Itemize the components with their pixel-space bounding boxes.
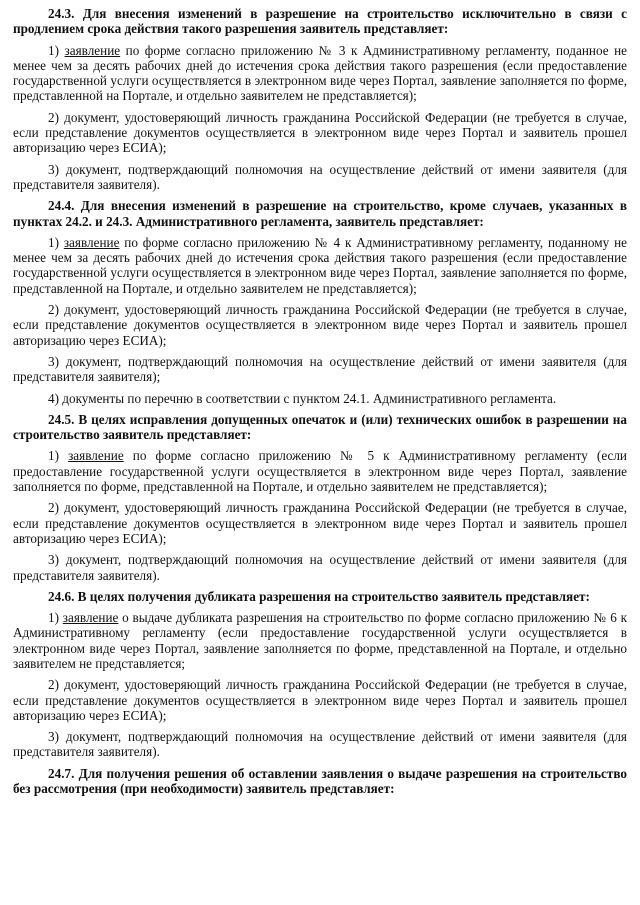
application-form-link[interactable]: заявление xyxy=(63,234,120,250)
item-text: 2) документ, удостоверяющий личность гражданина Российской Федерации (не требуется в случае, если представление документов осуществляется в электронном виде через Портал и заявитель прошел авторизацию через ЕСИА); xyxy=(13,500,627,546)
item-text: 4) документы по перечню в соответствии с пунктом 24.1. Административного регламента. xyxy=(48,390,557,406)
item-text: 3) документ, подтверждающий полномочия на осуществление действий от имени заявителя (для представителя заявителя); xyxy=(13,353,627,385)
list-item xyxy=(13,729,627,760)
list-item xyxy=(13,110,627,156)
item-text: о выдаче дубликата разрешения на строительство по форме согласно приложению № 6 к Административному регламенту (если предоставление государственной услуги осуществляется в электронном виде через Портал, заявление заполняется по форме, представленной на Портале, и отдельно заявителем не представляется; xyxy=(13,610,627,671)
sections-container xyxy=(13,6,627,796)
section xyxy=(13,766,627,797)
list-item xyxy=(13,235,627,296)
item-text: по форме согласно приложению № 5 к Административному регламенту (если предоставление государственной услуги осуществляется в электронном виде через Портал, заявление заполняется по форме, представленной на Портале, и отдельно заявителем не представляется); xyxy=(13,448,627,495)
item-text: 3) документ, подтверждающий полномочия на осуществление действий от имени заявителя (для представителя заявителя). xyxy=(13,161,627,192)
list-item xyxy=(13,610,627,671)
list-item xyxy=(13,43,627,104)
section-heading: 24.5. В целях исправления допущенных опечаток и (или) технических ошибок в разрешении на строительство заявитель представляет: xyxy=(13,411,627,443)
list-item xyxy=(13,354,627,385)
application-form-link[interactable]: заявление xyxy=(68,448,124,464)
item-number: 1) xyxy=(48,42,65,58)
section-heading: 24.6. В целях получения дубликата разрешения на строительство заявитель представляет: xyxy=(48,588,590,604)
section xyxy=(13,412,627,583)
item-text: по форме согласно приложению № 3 к Административному регламенту, поданное не менее чем за десять рабочих дней до истечения срока действия такого разрешения (если предоставление государственной услуги осуществляется в электронном виде через Портал, заявление заполняется по форме, представленной на Портале, и отдельно заявителем не представляется); xyxy=(13,42,627,104)
list-item xyxy=(13,391,627,406)
item-number: 1) xyxy=(48,448,69,464)
list-item xyxy=(13,552,627,583)
section xyxy=(13,589,627,760)
application-form-link[interactable]: заявление xyxy=(62,610,119,626)
section-heading: 24.4. Для внесения изменений в разрешение на строительство, кроме случаев, указанных в пунктах 24.2. и 24.3. Административного регламента, заявитель представляет: xyxy=(13,198,627,229)
section-heading: 24.7. Для получения решения об оставлении заявления о выдаче разрешения на строительство без рассмотрения (при необходимости) заявитель представляет: xyxy=(13,765,627,797)
list-item xyxy=(13,677,627,723)
item-number: 1) xyxy=(48,234,64,250)
list-item xyxy=(13,302,627,348)
section-heading: 24.3. Для внесения изменений в разрешение на строительство исключительно в связи с продлением срока действия такого разрешения заявитель представляет: xyxy=(13,6,627,37)
section xyxy=(13,198,627,406)
item-text: 2) документ, удостоверяющий личность гражданина Российской Федерации (не требуется в случае, если представление документов осуществляется в электронном виде через Портал и заявитель прошел авторизацию через ЕСИА); xyxy=(13,302,627,348)
section xyxy=(13,6,627,192)
list-item xyxy=(13,162,627,193)
item-text: 2) документ, удостоверяющий личность гражданина Российской Федерации (не требуется в случае, если представление документов осуществляется в электронном виде через Портал и заявитель прошел авторизацию через ЕСИА); xyxy=(13,109,627,156)
item-text: по форме согласно приложению № 4 к Административному регламенту, поданному не менее чем за десять рабочих дней до истечения срока действия такого разрешения (если предоставление государственной услуги осуществляется в электронном виде через Портал, заявление заполняется по форме, представленной на Портале, и отдельно заявителем не представляется); xyxy=(13,234,627,296)
item-text: 2) документ, удостоверяющий личность гражданина Российской Федерации (не требуется в случае, если представление документов осуществляется в электронном виде через Портал и заявитель прошел авторизацию через ЕСИА); xyxy=(13,677,627,723)
item-text: 3) документ, подтверждающий полномочия на осуществление действий от имени заявителя (для представителя заявителя). xyxy=(13,552,627,583)
application-form-link[interactable]: заявление xyxy=(64,42,121,58)
list-item xyxy=(13,448,627,494)
list-item xyxy=(13,500,627,546)
item-text: 3) документ, подтверждающий полномочия на осуществление действий от имени заявителя (для представителя заявителя). xyxy=(13,729,627,760)
item-number: 1) xyxy=(48,610,63,626)
